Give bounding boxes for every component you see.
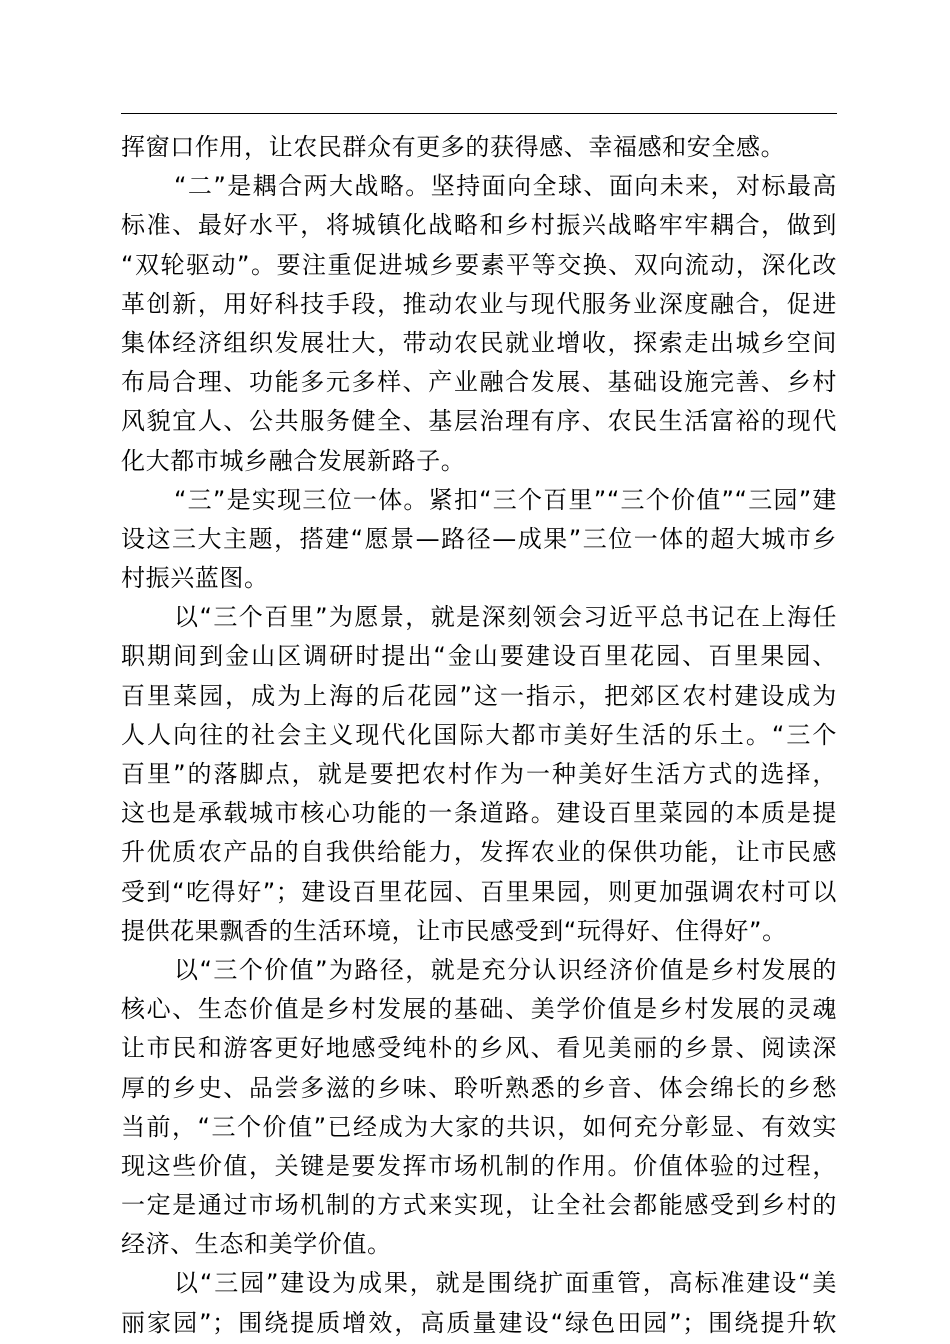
text-line: 挥窗口作用，让农民群众有更多的获得感、幸福感和安全感。	[121, 133, 786, 161]
text-line: 厚的乡史、品尝多滋的乡味、聆听熟悉的乡音、体会绵长的乡愁	[121, 1073, 837, 1102]
text-line: 丽家园”；围绕提质增效，高质量建设“绿色田园”；围绕提升软	[121, 1308, 837, 1337]
header-rule	[121, 113, 837, 114]
text-line: 化大都市城乡融合发展新路子。	[121, 446, 466, 475]
text-line: 受到“吃得好”；建设百里花园、百里果园，则更加强调农村可以	[121, 877, 837, 906]
text-line: “三”是实现三位一体。紧扣“三个百里”“三个价值”“三园”建	[174, 485, 837, 514]
paragraph-p5	[121, 1264, 837, 1342]
text-line: 百里菜园，成为上海的后花园”这一指示，把郊区农村建设成为	[121, 681, 837, 710]
text-line: 让市民和游客更好地感受纯朴的乡风、看见美丽的乡景、阅读深	[121, 1034, 837, 1063]
text-line: 风貌宜人、公共服务健全、基层治理有序、农民生活富裕的现代	[121, 407, 837, 436]
text-line: 设这三大主题，搭建“愿景—路径—成果”三位一体的超大城市乡	[121, 524, 837, 553]
text-line: 职期间到金山区调研时提出“金山要建设百里花园、百里果园、	[121, 642, 837, 671]
text-line: 人人向往的社会主义现代化国际大都市美好生活的乐土。“三个	[121, 720, 837, 749]
text-line: 集体经济组织发展壮大，带动农民就业增收，探索走出城乡空间	[121, 328, 837, 357]
text-line: 一定是通过市场机制的方式来实现，让全社会都能感受到乡村的	[121, 1191, 837, 1220]
text-line: “双轮驱动”。要注重促进城乡要素平等交换、双向流动，深化改	[121, 250, 837, 279]
text-line: 升优质农产品的自我供给能力，发挥农业的保供功能，让市民感	[121, 838, 837, 867]
text-line: 百里”的落脚点，就是要把农村作为一种美好生活方式的选择，	[121, 760, 837, 788]
text-line: 当前，“三个价值”已经成为大家的共识，如何充分彰显、有效实	[121, 1112, 837, 1141]
text-line: 以“三个价值”为路径，就是充分认识经济价值是乡村发展的	[174, 955, 837, 984]
text-line: 标准、最好水平，将城镇化战略和乡村振兴战略牢牢耦合，做到	[121, 211, 837, 240]
paragraph-p3	[121, 598, 837, 951]
text-line: 这也是承载城市核心功能的一条道路。建设百里菜园的本质是提	[121, 799, 837, 828]
paragraph-p1	[121, 167, 837, 481]
text-line: “二”是耦合两大战略。坚持面向全球、面向未来，对标最高	[174, 172, 837, 201]
paragraph-p2	[121, 481, 837, 599]
text-line: 以“三个百里”为愿景，就是深刻领会习近平总书记在上海任	[174, 603, 837, 632]
text-line: 现这些价值，关键是要发挥市场机制的作用。价值体验的过程，	[121, 1151, 837, 1180]
paragraph-p0	[121, 128, 837, 167]
text-line: 村振兴蓝图。	[121, 564, 269, 593]
paragraph-p4	[121, 951, 837, 1265]
document-body	[121, 128, 837, 1343]
text-line: 以“三园”建设为成果，就是围绕扩面重管，高标准建设“美	[174, 1269, 837, 1298]
text-line: 提供花果飘香的生活环境，让市民感受到“玩得好、住得好”。	[121, 916, 787, 945]
text-line: 经济、生态和美学价值。	[121, 1230, 392, 1259]
text-line: 布局合理、功能多元多样、产业融合发展、基础设施完善、乡村	[121, 368, 837, 397]
text-line: 核心、生态价值是乡村发展的基础、美学价值是乡村发展的灵魂	[121, 995, 837, 1024]
text-line: 革创新，用好科技手段，推动农业与现代服务业深度融合，促进	[121, 289, 837, 318]
